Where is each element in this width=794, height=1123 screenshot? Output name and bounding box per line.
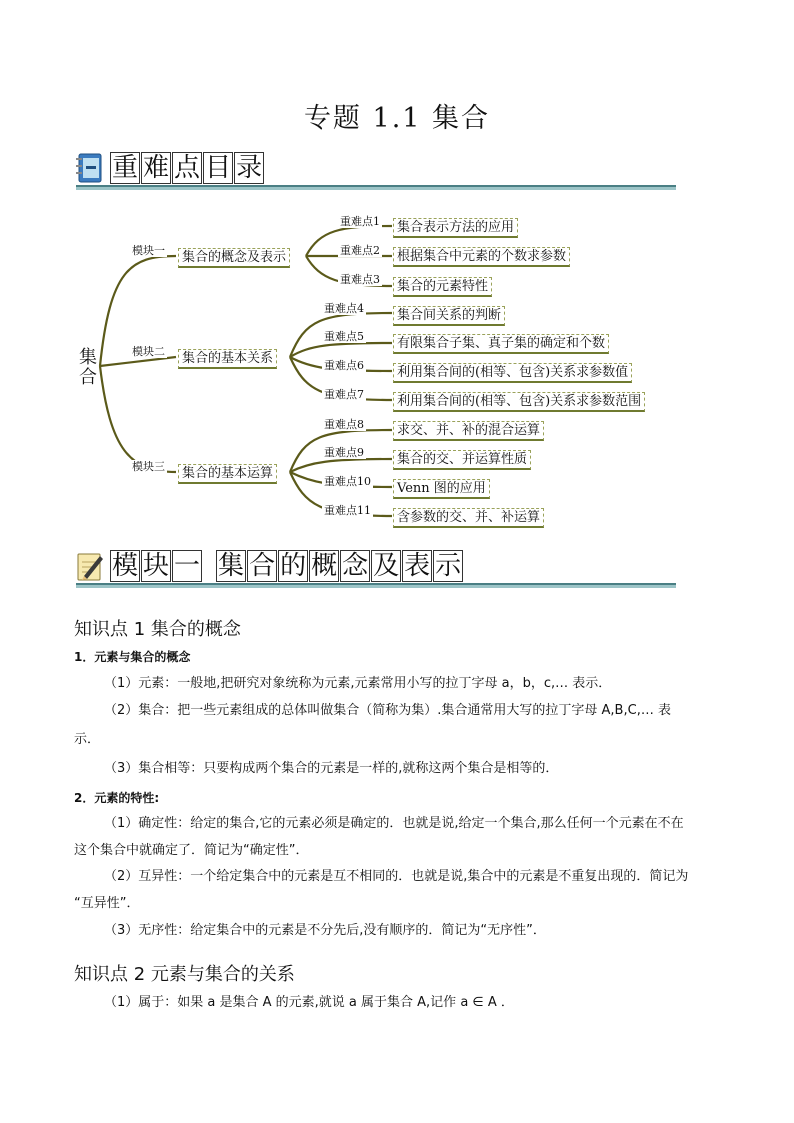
banner-char: 块 (143, 551, 170, 581)
item-tag: 重难点10 (324, 475, 371, 488)
paragraph: 示． (74, 732, 101, 747)
banner-char (203, 550, 215, 580)
section-banner-toc (76, 150, 676, 190)
item-tag: 重难点9 (324, 446, 364, 459)
banner-char: 合 (249, 551, 276, 581)
item-tag: 重难点3 (340, 273, 380, 286)
item-tag: 重难点11 (324, 504, 371, 517)
banner-char: 示 (435, 551, 462, 581)
sub-heading: 2．元素的特性: (74, 791, 160, 805)
banner-char: 的 (280, 551, 307, 581)
item-text: 有限集合子集、真子集的确定和个数 (393, 334, 609, 354)
item-text: 求交、并、补的混合运算 (393, 421, 544, 441)
paragraph: （2）互异性：一个给定集合中的元素是互不相同的．也就是说,集合中的元素是不重复出现的．简记为 (104, 869, 689, 884)
sub-heading: 1．元素与集合的概念 (74, 650, 191, 664)
item-tag: 重难点7 (324, 388, 364, 401)
item-text: 集合间关系的判断 (393, 306, 505, 326)
module-label: 模块三 (132, 460, 165, 473)
item-text: 集合表示方法的应用 (393, 218, 518, 238)
knowledge-heading: 知识点 2 元素与集合的关系 (74, 964, 295, 985)
paragraph: （3）无序性：给定集合中的元素是不分先后,没有顺序的．简记为“无序性”． (104, 923, 546, 938)
knowledge-heading: 知识点 1 集合的概念 (74, 619, 241, 640)
paragraph: （2）集合：把一些元素组成的总体叫做集合（简称为集）.集合通常用大写的拉丁字母 A,B,C,… 表 (104, 703, 671, 718)
banner-title (110, 550, 464, 582)
mindmap (0, 200, 794, 530)
module-title: 集合的概念及表示 (178, 248, 290, 268)
banner-title (110, 152, 265, 184)
item-text: 集合的交、并运算性质 (393, 450, 531, 470)
section-banner-module1 (76, 548, 676, 588)
item-text: Venn 图的应用 (393, 479, 490, 499)
paragraph: （1）确定性：给定的集合,它的元素必须是确定的．也就是说,给定一个集合,那么任何一个元素在不在 (104, 816, 684, 831)
item-text: 根据集合中元素的个数求参数 (393, 247, 570, 267)
pencil-notepad-icon (76, 550, 104, 582)
paragraph: （1）属于：如果 a 是集合 A 的元素,就说 a 属于集合 A,记作 a ∈ A ． (104, 995, 514, 1010)
page-title: 专题 1.1 集合 (303, 103, 491, 134)
item-tag: 重难点8 (324, 418, 364, 431)
paragraph: （1）元素：一般地,把研究对象统称为元素,元素常用小写的拉丁字母 a，b，c,… 表示． (104, 676, 612, 691)
item-tag: 重难点1 (340, 215, 380, 228)
item-text: 利用集合间的(相等、包含)关系求参数范围 (393, 392, 645, 412)
paragraph: 这个集合中就确定了．简记为“确定性”． (74, 843, 309, 858)
item-tag: 重难点6 (324, 359, 364, 372)
item-text: 利用集合间的(相等、包含)关系求参数值 (393, 363, 632, 383)
banner-char: 点 (174, 153, 201, 183)
banner-char: 模 (112, 551, 139, 581)
banner-char: 难 (143, 153, 170, 183)
item-text: 集合的元素特性 (393, 277, 492, 297)
banner-char: 及 (373, 551, 400, 581)
module-title: 集合的基本运算 (178, 464, 277, 484)
paragraph: “互异性”． (74, 896, 140, 911)
banner-char: 目 (205, 153, 232, 183)
banner-char: 重 (112, 153, 139, 183)
module-label: 模块二 (132, 345, 165, 358)
item-tag: 重难点2 (340, 244, 380, 257)
banner-char: 概 (311, 551, 338, 581)
item-tag: 重难点5 (324, 330, 364, 343)
banner-char: 一 (174, 551, 201, 581)
notebook-icon (76, 152, 104, 184)
mindmap-root: 集合 (79, 347, 97, 388)
banner-char: 集 (218, 551, 245, 581)
module-title: 集合的基本关系 (178, 349, 277, 369)
banner-char: 念 (342, 551, 369, 581)
item-tag: 重难点4 (324, 302, 364, 315)
banner-char: 录 (236, 153, 263, 183)
paragraph: （3）集合相等：只要构成两个集合的元素是一样的,就称这两个集合是相等的． (104, 761, 559, 776)
module-label: 模块一 (132, 244, 165, 257)
item-text: 含参数的交、并、补运算 (393, 508, 544, 528)
banner-char: 表 (404, 551, 431, 581)
